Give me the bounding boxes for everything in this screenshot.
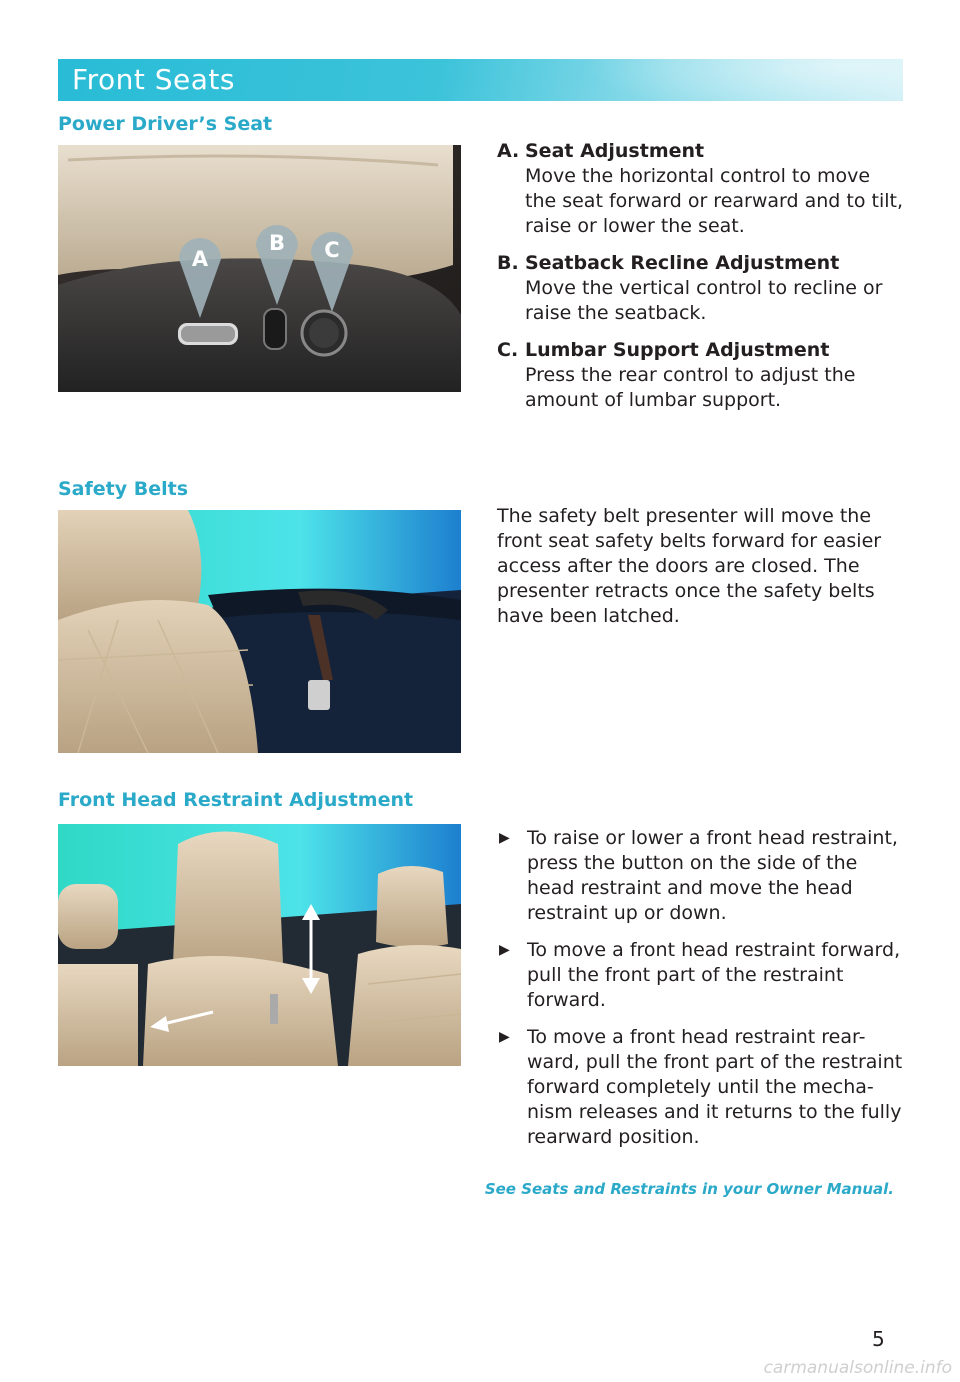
callout-c-label: C: [324, 238, 340, 262]
triangle-bullet-icon: ▶: [499, 942, 510, 958]
watermark: carmanualsonline.info: [763, 1358, 952, 1378]
item-body: Press the rear control to adjust the amount of lumbar support.: [525, 364, 856, 411]
list-item: [497, 938, 907, 1013]
head-restraint-instructions: [497, 826, 907, 1162]
list-item: [497, 1025, 907, 1150]
section-banner: [58, 59, 903, 101]
power-seat-heading: Power Driver’s Seat: [58, 113, 273, 135]
safety-belts-body: The safety belt presenter will move the front seat safety belts forward for easier access after the doors are closed. The presenter retracts once the safety belts have been latched.: [497, 505, 882, 627]
instruction-item: [497, 338, 907, 413]
callout-c-pin: [311, 232, 353, 312]
item-heading: Seatback Recline Adjustment: [525, 252, 840, 274]
item-heading: Lumbar Support Adjustment: [525, 339, 830, 361]
instruction-item: [497, 139, 907, 239]
head-restraint-photo: [58, 824, 461, 1066]
item-letter: B.: [497, 252, 519, 274]
safety-belts-heading: Safety Belts: [58, 478, 189, 500]
item-heading: Seat Adjustment: [525, 140, 705, 162]
bullet-text: To move a front head restraint rear-ward, pull the front part of the restraint forward completely until the mecha-nism releases and it returns to the fully rearward position.: [527, 1026, 903, 1148]
page-title: Front Seats: [72, 63, 235, 96]
callout-a-pin: [179, 238, 221, 318]
item-letter: C.: [497, 339, 519, 361]
item-body: Move the vertical control to recline or raise the seatback.: [525, 277, 883, 324]
bullet-text: To move a front head restraint forward, pull the front part of the restraint forward.: [527, 939, 901, 1011]
safety-belt-photo: [58, 510, 461, 753]
list-item: [497, 826, 907, 926]
power-seat-instructions: [497, 139, 907, 425]
callout-a-label: A: [191, 247, 209, 271]
owner-manual-note: See Seats and Restraints in your Owner Manual.: [484, 1180, 894, 1198]
callout-b-pin: [256, 225, 298, 305]
callout-b-label: B: [268, 231, 285, 255]
instruction-item: [497, 251, 907, 326]
bullet-text: To raise or lower a front head restraint, press the button on the side of the head restraint and move the head restraint up or down.: [527, 827, 898, 924]
triangle-bullet-icon: ▶: [499, 1029, 510, 1045]
page-number: 5: [872, 1327, 885, 1351]
head-restraint-heading: Front Head Restraint Adjustment: [58, 789, 414, 811]
item-body: Move the horizontal control to move the seat forward or rearward and to tilt, raise or lower the seat.: [525, 165, 903, 237]
item-letter: A.: [497, 140, 520, 162]
triangle-bullet-icon: ▶: [499, 830, 510, 846]
